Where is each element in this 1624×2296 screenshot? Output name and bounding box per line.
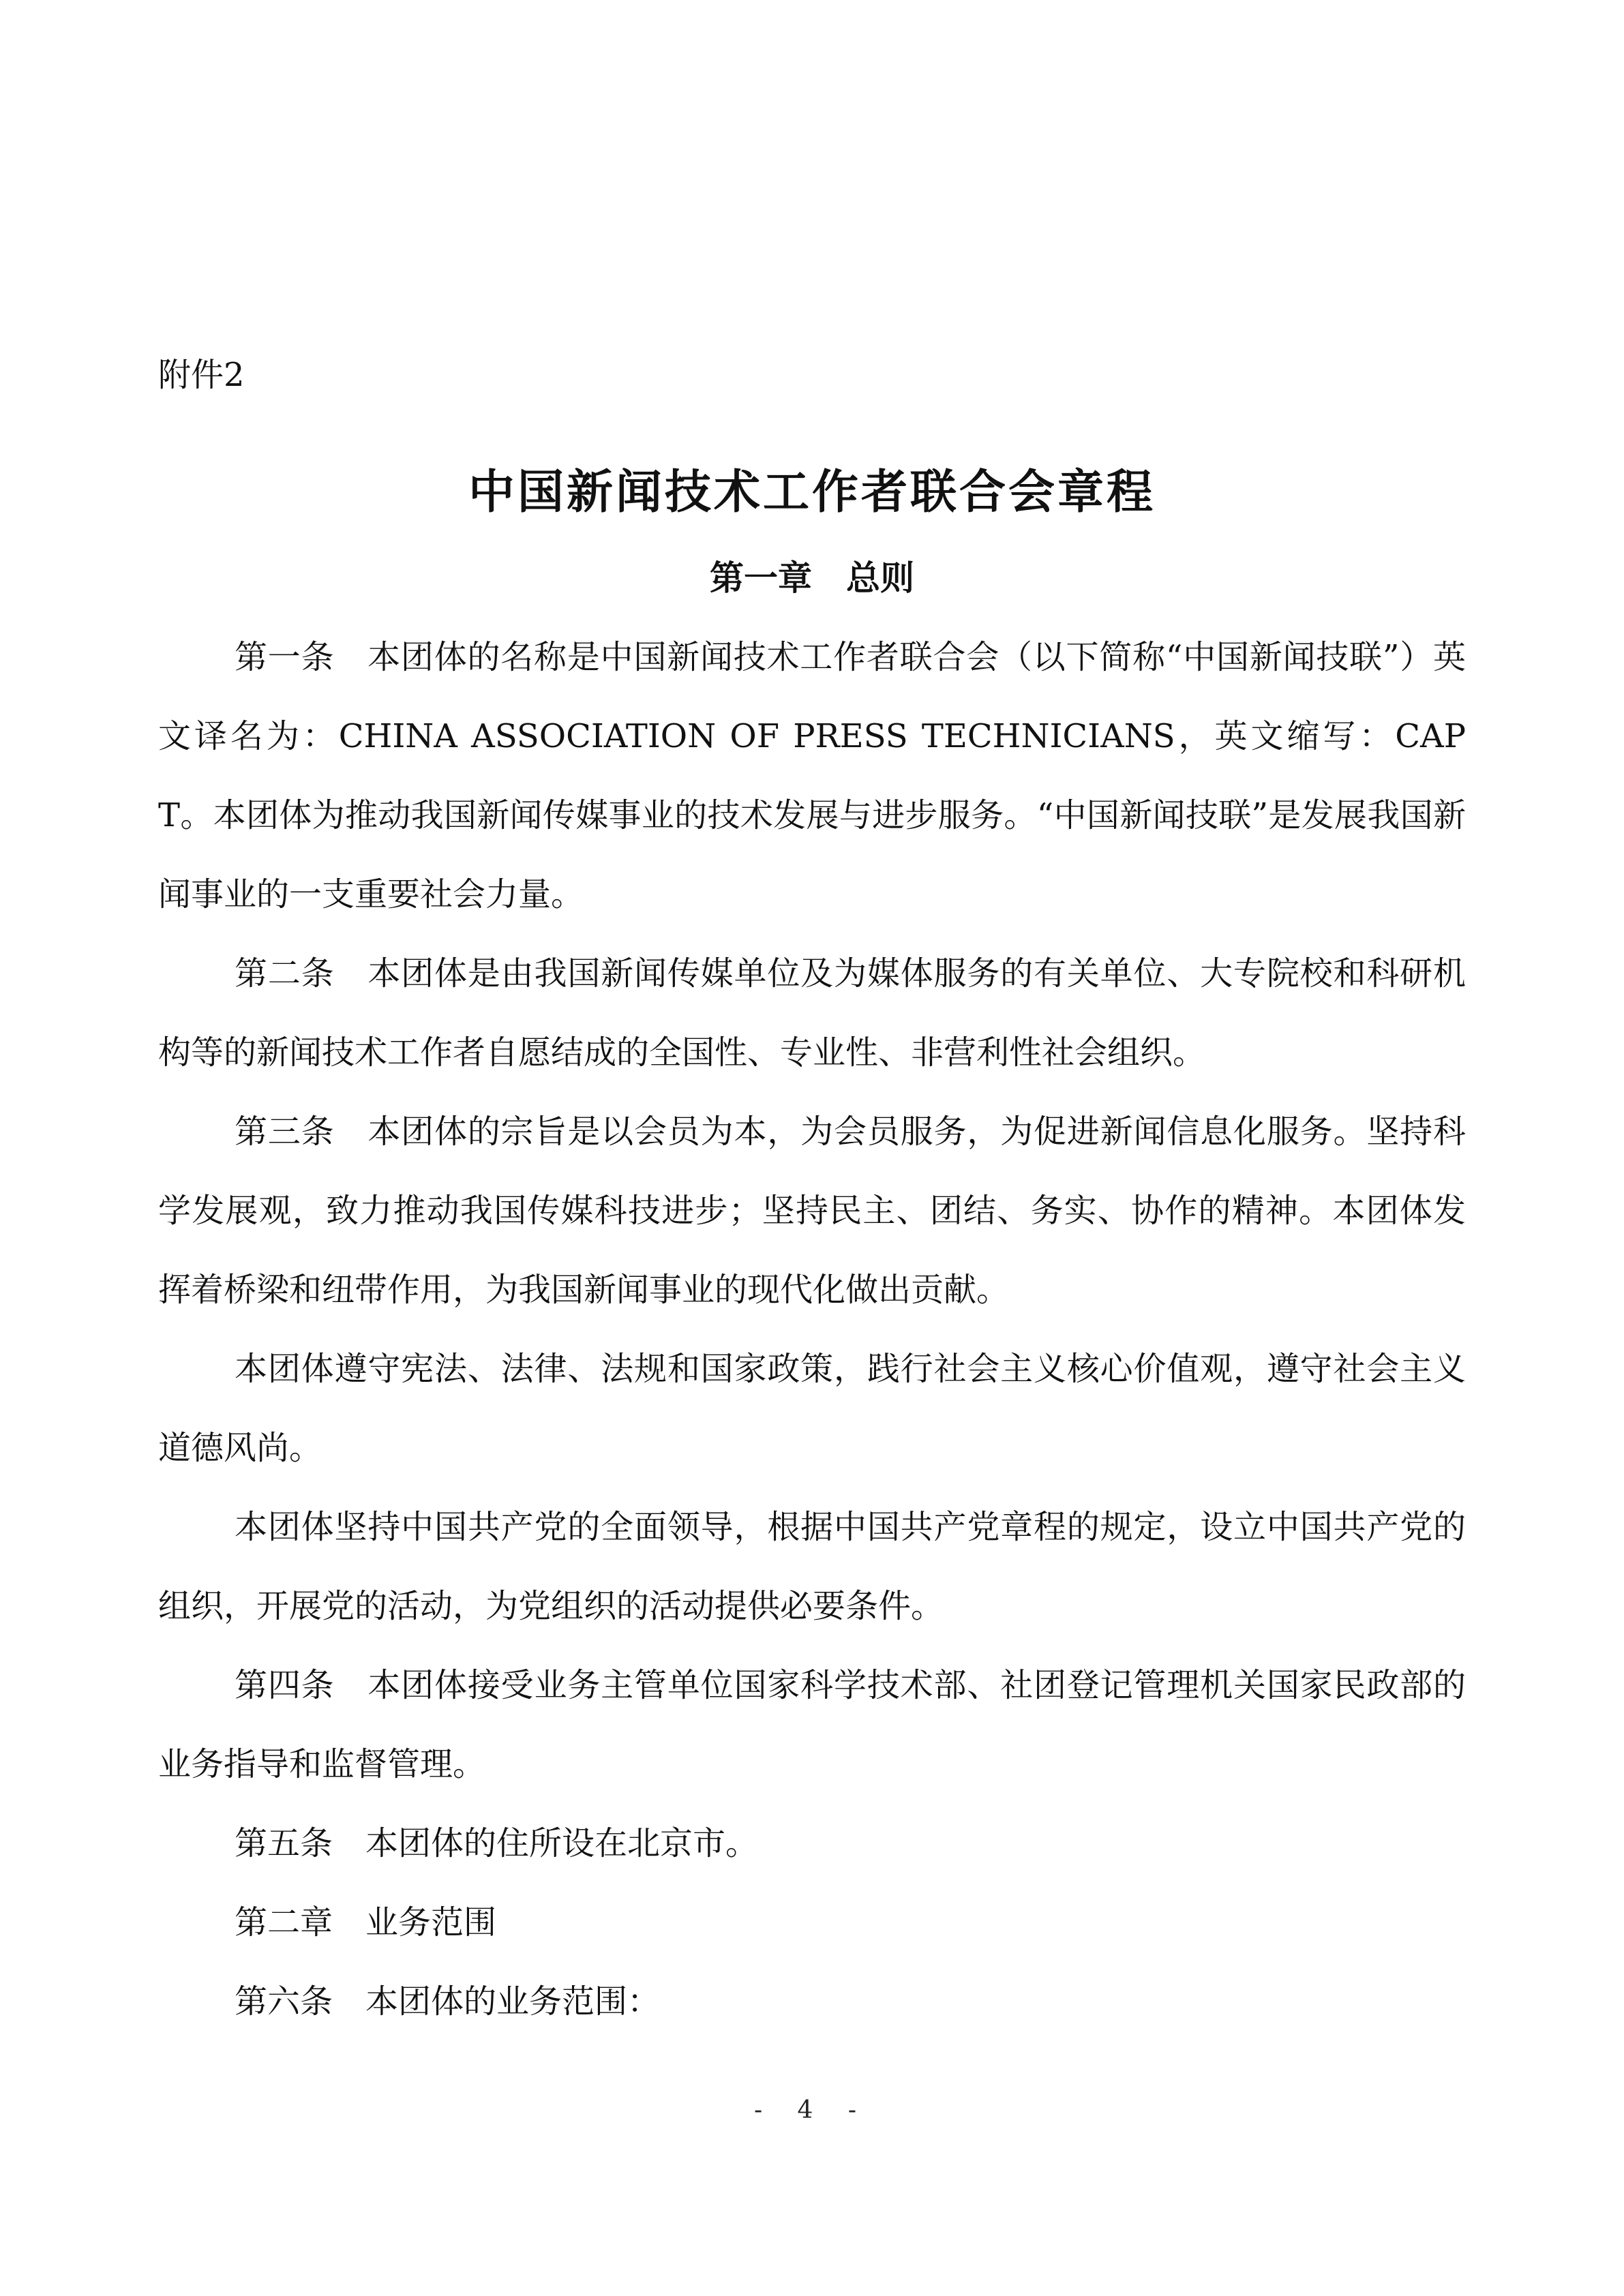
document-title: 中国新闻技术工作者联合会章程 <box>468 465 1156 519</box>
paragraph-article-2: 第二条 本团体是由我国新闻传媒单位及为媒体服务的有关单位、大专院校和科研机构等的新闻技术工作者自愿结成的全国性、专业性、非营利性社会组织。 <box>158 954 1466 1072</box>
body-text <box>158 618 1466 2041</box>
chapter-heading: 第一章 总则 <box>710 558 914 598</box>
paragraph-constitution-compliance: 本团体遵守宪法、法律、法规和国家政策，践行社会主义核心价值观，遵守社会主义道德风尚。 <box>158 1350 1466 1467</box>
paragraph-article-5: 第五条 本团体的住所设在北京市。 <box>235 1824 759 1862</box>
page-number: - 4 - <box>753 2096 871 2124</box>
paragraph-article-4: 第四条 本团体接受业务主管单位国家科学技术部、社团登记管理机关国家民政部的业务指导和监督管理。 <box>158 1666 1466 1783</box>
paragraph-chapter-2: 第二章 业务范围 <box>235 1903 497 1942</box>
attachment-label: 附件2 <box>158 356 245 394</box>
paragraph-article-6: 第六条 本团体的业务范围： <box>235 1982 661 2021</box>
paragraph-article-3: 第三条 本团体的宗旨是以会员为本，为会员服务，为促进新闻信息化服务。坚持科学发展观，致力推动我国传媒科技进步；坚持民主、团结、务实、协作的精神。本团体发挥着桥梁和纽带作用，为我国新闻事业的现代化做出贡献。 <box>158 1113 1466 1309</box>
paragraph-article-1: 第一条 本团体的名称是中国新闻技术工作者联合会（以下简称“中国新闻技联”）英文译名为：CHINA ASSOCIATION OF PRESS TECHNICIANS，英文缩写：CAPT。本团体为推动我国新闻传媒事业的技术发展与进步服务。“中国新闻技联”是发展我国新闻事业的一支重要社会力量。 <box>158 638 1466 913</box>
paragraph-party-leadership: 本团体坚持中国共产党的全面领导，根据中国共产党章程的规定，设立中国共产党的组织，开展党的活动，为党组织的活动提供必要条件。 <box>158 1508 1466 1625</box>
